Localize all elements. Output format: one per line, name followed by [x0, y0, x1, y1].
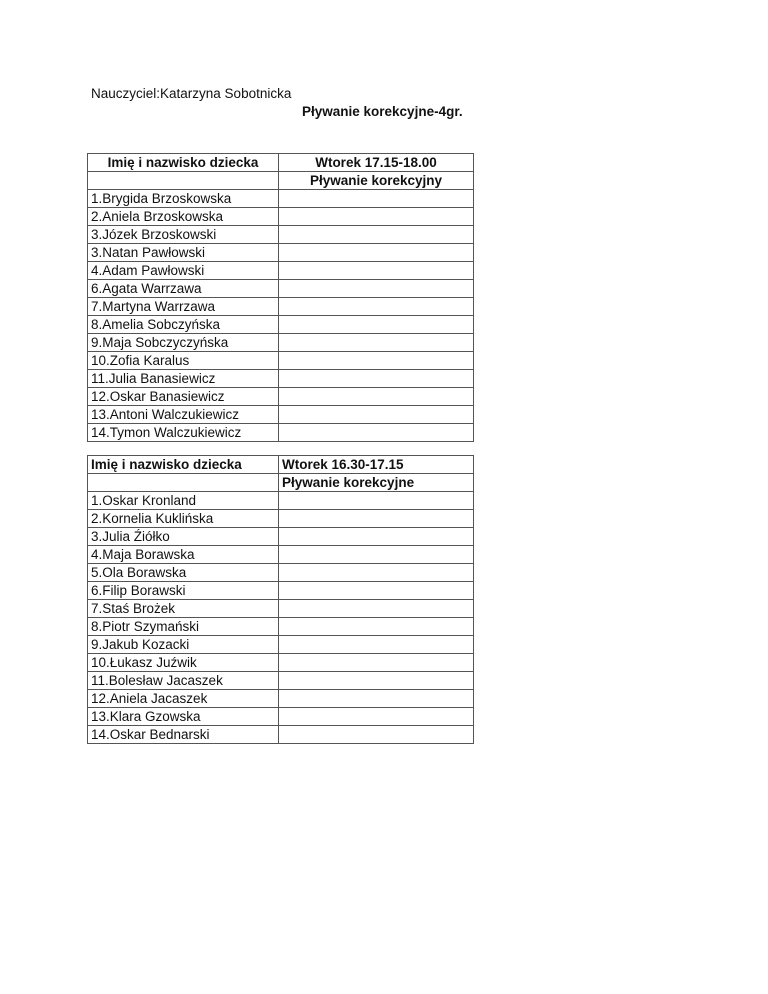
child-name-cell: 4.Maja Borawska	[88, 546, 279, 564]
document-title: Pływanie korekcyjne-4gr.	[302, 104, 463, 119]
table-row	[88, 546, 474, 564]
table-header-row	[88, 154, 474, 172]
table-row	[88, 582, 474, 600]
child-name-cell: 8.Piotr Szymański	[88, 618, 279, 636]
attendance-cell	[279, 546, 474, 564]
table-row	[88, 370, 474, 388]
session-activity-header: Pływanie korekcyjny	[279, 172, 474, 190]
table-row	[88, 208, 474, 226]
attendance-cell	[279, 208, 474, 226]
table-row	[88, 492, 474, 510]
name-column-header: Imię i nazwisko dziecka	[88, 154, 279, 172]
child-name-cell: 6.Agata Warrzawa	[88, 280, 279, 298]
child-name-cell: 2.Kornelia Kuklińska	[88, 510, 279, 528]
table-row	[88, 510, 474, 528]
empty-cell	[88, 474, 279, 492]
attendance-cell	[279, 582, 474, 600]
roster-table-group-1	[87, 153, 474, 442]
child-name-cell: 9.Jakub Kozacki	[88, 636, 279, 654]
table-row	[88, 388, 474, 406]
child-name-cell: 11.Bolesław Jacaszek	[88, 672, 279, 690]
child-name-cell: 12.Oskar Banasiewicz	[88, 388, 279, 406]
attendance-cell	[279, 654, 474, 672]
child-name-cell: 3.Józek Brzoskowski	[88, 226, 279, 244]
attendance-cell	[279, 316, 474, 334]
child-name-cell: 13.Klara Gzowska	[88, 708, 279, 726]
child-name-cell: 10.Zofia Karalus	[88, 352, 279, 370]
attendance-cell	[279, 726, 474, 744]
attendance-cell	[279, 298, 474, 316]
child-name-cell: 3.Julia Źiółko	[88, 528, 279, 546]
child-name-cell: 7.Martyna Warrzawa	[88, 298, 279, 316]
table-row	[88, 280, 474, 298]
children-list	[88, 492, 474, 744]
table-row	[88, 262, 474, 280]
child-name-cell: 6.Filip Borawski	[88, 582, 279, 600]
attendance-cell	[279, 690, 474, 708]
attendance-cell	[279, 618, 474, 636]
name-column-header: Imię i nazwisko dziecka	[88, 456, 279, 474]
table-header-row	[88, 172, 474, 190]
attendance-cell	[279, 424, 474, 442]
session-time-header: Wtorek 17.15-18.00	[279, 154, 474, 172]
attendance-cell	[279, 280, 474, 298]
attendance-cell	[279, 406, 474, 424]
table-row	[88, 708, 474, 726]
child-name-cell: 9.Maja Sobczyczyńska	[88, 334, 279, 352]
child-name-cell: 2.Aniela Brzoskowska	[88, 208, 279, 226]
empty-cell	[88, 172, 279, 190]
table-row	[88, 618, 474, 636]
child-name-cell: 4.Adam Pawłowski	[88, 262, 279, 280]
roster-table-group-2	[87, 455, 474, 744]
child-name-cell: 7.Staś Brożek	[88, 600, 279, 618]
child-name-cell: 13.Antoni Walczukiewicz	[88, 406, 279, 424]
table-row	[88, 190, 474, 208]
session-time-header: Wtorek 16.30-17.15	[279, 456, 474, 474]
child-name-cell: 14.Oskar Bednarski	[88, 726, 279, 744]
table-row	[88, 672, 474, 690]
attendance-cell	[279, 370, 474, 388]
table-row	[88, 636, 474, 654]
attendance-cell	[279, 528, 474, 546]
table-row	[88, 690, 474, 708]
table-row	[88, 316, 474, 334]
teacher-name: Nauczyciel:Katarzyna Sobotnicka	[91, 86, 292, 101]
table-row	[88, 298, 474, 316]
table-row	[88, 654, 474, 672]
attendance-cell	[279, 334, 474, 352]
attendance-cell	[279, 600, 474, 618]
table-row	[88, 564, 474, 582]
attendance-cell	[279, 672, 474, 690]
child-name-cell: 3.Natan Pawłowski	[88, 244, 279, 262]
attendance-cell	[279, 510, 474, 528]
attendance-cell	[279, 352, 474, 370]
table-row	[88, 226, 474, 244]
table-row	[88, 424, 474, 442]
session-activity-header: Pływanie korekcyjne	[279, 474, 474, 492]
table-row	[88, 600, 474, 618]
table-row	[88, 352, 474, 370]
child-name-cell: 1.Oskar Kronland	[88, 492, 279, 510]
attendance-cell	[279, 226, 474, 244]
child-name-cell: 5.Ola Borawska	[88, 564, 279, 582]
child-name-cell: 1.Brygida Brzoskowska	[88, 190, 279, 208]
table-header-row	[88, 456, 474, 474]
children-list	[88, 190, 474, 442]
child-name-cell: 8.Amelia Sobczyńska	[88, 316, 279, 334]
attendance-cell	[279, 708, 474, 726]
attendance-cell	[279, 388, 474, 406]
attendance-cell	[279, 636, 474, 654]
attendance-cell	[279, 262, 474, 280]
table-row	[88, 406, 474, 424]
attendance-cell	[279, 190, 474, 208]
child-name-cell: 14.Tymon Walczukiewicz	[88, 424, 279, 442]
child-name-cell: 10.Łukasz Juźwik	[88, 654, 279, 672]
attendance-cell	[279, 492, 474, 510]
child-name-cell: 11.Julia Banasiewicz	[88, 370, 279, 388]
attendance-cell	[279, 564, 474, 582]
child-name-cell: 12.Aniela Jacaszek	[88, 690, 279, 708]
table-row	[88, 528, 474, 546]
table-row	[88, 726, 474, 744]
attendance-cell	[279, 244, 474, 262]
table-row	[88, 334, 474, 352]
table-header-row	[88, 474, 474, 492]
table-row	[88, 244, 474, 262]
